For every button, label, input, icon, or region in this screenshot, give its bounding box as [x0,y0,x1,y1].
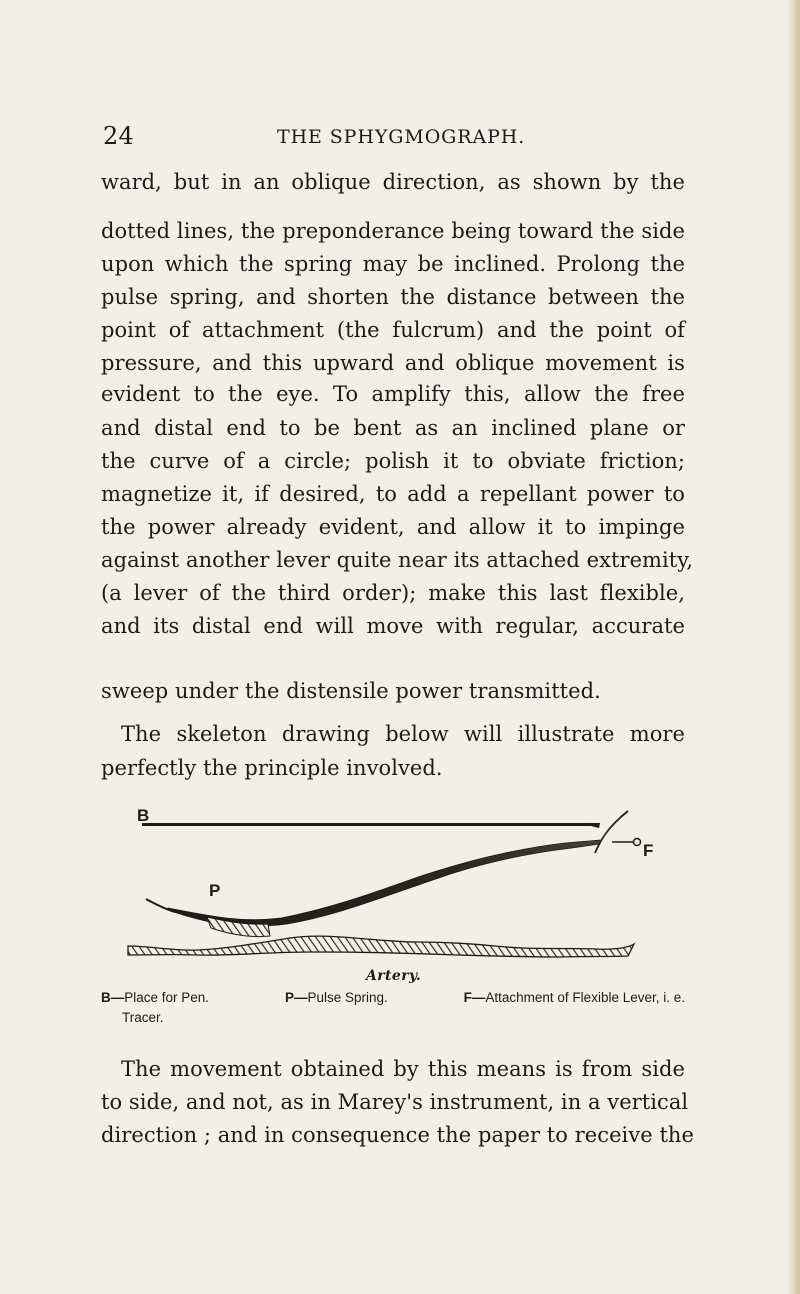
paragraph-1-line: pressure, and this upward and oblique movement is [101,351,685,375]
fulcrum-point [634,839,641,846]
paragraph-1-line: point of attachment (the fulcrum) and the point of [101,318,685,342]
figure-caption-title: Artery. [366,968,422,984]
legend-separator: — [110,990,125,1005]
legend-key-b: B [101,990,111,1005]
paragraph-2-line: The skeleton drawing below will illustrate more [121,722,685,746]
paragraph-1-line: against another lever quite near its attached extremity, [101,548,694,572]
figure-legend [101,989,685,1007]
paragraph-1-line: and its distal end will move with regular, accurate [101,614,685,638]
legend-key-f: F [463,990,472,1005]
legend-separator: — [471,990,486,1005]
paragraph-3-line: direction ; and in consequence the paper to receive the [101,1123,694,1147]
label-f: F [643,841,654,860]
legend-text-f: Attachment of Flexible Lever, i. e. [485,990,685,1005]
paragraph-1-last-line: sweep under the distensile power transmitted. [101,679,601,703]
pen-lever-tip [591,823,600,828]
legend-key-p: P [284,990,294,1005]
artery-band [128,936,634,957]
paragraph-1-line: the power already evident, and allow it to impinge [101,515,685,539]
running-head: THE SPHYGMOGRAPH. [277,126,526,148]
paragraph-1-line: upon which the spring may be inclined. Prolong the [101,252,685,276]
paragraph-1-line: magnetize it, if desired, to add a repellant power to [101,482,685,506]
legend-item-f [464,989,685,1007]
paragraph-1-line: dotted lines, the preponderance being toward the side [101,219,685,243]
legend-separator: — [293,990,308,1005]
pulse-spring [168,840,600,926]
page-number: 24 [103,122,134,150]
paragraph-1-line: and distal end to be bent as an inclined plane or [101,416,685,440]
label-p: P [209,881,221,900]
pen-lever [142,823,592,826]
paragraph-2-last-line: perfectly the principle involved. [101,756,443,780]
page-edge-shadow [786,0,800,1294]
legend-continuation: Tracer. [122,1010,164,1025]
flexible-lever [595,811,628,853]
paragraph-1-line: ward, but in an oblique direction, as shown by the [101,170,685,194]
label-b: B [137,806,150,825]
paragraph-3-line: The movement obtained by this means is from side [121,1057,685,1081]
legend-text-p: Pulse Spring. [307,990,388,1005]
paragraph-1-line: the curve of a circle; polish it to obviate friction; [101,449,685,473]
legend-item-p [285,989,388,1007]
paragraph-1-line: (a lever of the third order); make this last flexible, [101,581,685,605]
spring-left-end [146,899,175,912]
paragraph-3-line: to side, and not, as in Marey's instrument, in a vertical [101,1090,689,1114]
sphygmograph-skeleton-figure [128,806,688,971]
legend-text-b: Place for Pen. [124,990,210,1005]
legend-item-b [101,989,209,1007]
paragraph-1-line: evident to the eye. To amplify this, allow the free [101,382,685,406]
paragraph-1-line: pulse spring, and shorten the distance between the [101,285,685,309]
